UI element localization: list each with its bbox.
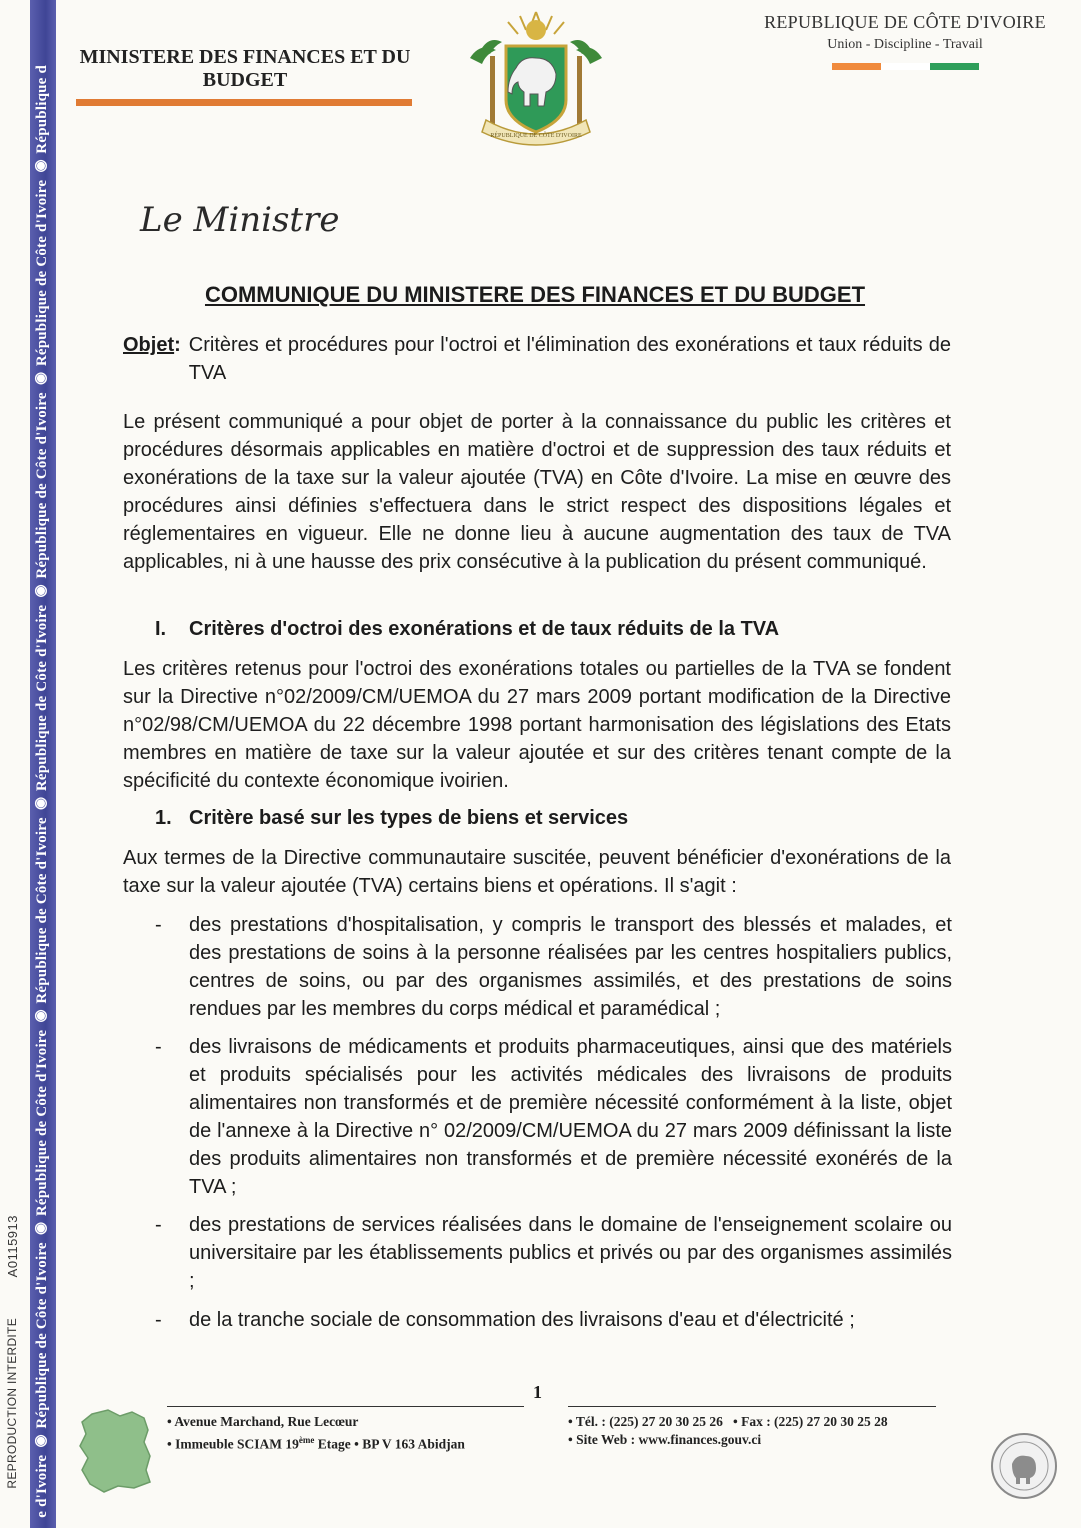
ministry-name: MINISTERE DES FINANCES ET DU BUDGET (79, 46, 411, 91)
page-number: 1 (533, 1382, 542, 1402)
reproduction-notice: REPRODUCTION INTERDITE (5, 1318, 19, 1489)
coat-of-arms-icon (460, 8, 612, 156)
list-item (155, 1211, 952, 1295)
page-title: COMMUNIQUE DU MINISTERE DES FINANCES ET DU BUDGET (204, 282, 866, 307)
address-line-2-end: Etage • BP V 163 Abidjan (314, 1436, 465, 1452)
republic-motto: Union - Discipline - Travail (827, 37, 983, 52)
phone-fax-line: • Tél. : (225) 27 20 30 25 26 • Fax : (225) 27 20 30 25 28 (568, 1414, 888, 1429)
website-line: • Site Web : www.finances.gouv.ci (568, 1432, 762, 1447)
list-item-text: des prestations d'hospitalisation, y compris le transport des blessés et malades, et des prestations de soins à la personne réalisées par les centres hospitaliers publics, centres de soins, ou par des organismes assimilés, et des prestations de soins rendues par les membres du corps médical et paramédical ; (189, 914, 952, 1020)
list-dash: - (155, 914, 162, 936)
subject-line (123, 331, 951, 387)
emblem-ribbon-text: RÉPUBLIQUE DE CÔTE D'IVOIRE (490, 133, 582, 139)
ministry-seal-icon (990, 1432, 1058, 1500)
national-flag-stripe (755, 63, 1055, 70)
subsection-paragraph-1: Aux termes de la Directive communautaire suscitée, peuvent bénéficier d'exonérations de la taxe sur la valeur ajoutée (TVA) certains biens et opérations. Il s'agit : (123, 847, 951, 897)
footer-address (167, 1413, 465, 1454)
republic-block (755, 12, 1055, 70)
list-item (155, 1306, 952, 1334)
address-line-2 (167, 1431, 465, 1454)
footer-rule-right (568, 1406, 936, 1407)
footer-contact (568, 1413, 888, 1449)
section-title: Critères d'octroi des exonérations et de taux réduits de la TVA (189, 618, 780, 640)
list-dash: - (155, 1309, 162, 1331)
subsection-heading-1 (155, 804, 628, 832)
list-item-text: de la tranche sociale de consommation des livraisons d'eau et d'électricité ; (189, 1309, 855, 1331)
security-band (30, 0, 56, 1528)
cote-divoire-map-icon (74, 1408, 158, 1494)
security-band-text: e d'Ivoire ◉ République de Côte d'Ivoire ◉ République de Côte d'Ivoire ◉ République de Côte d'Ivoire ◉ République de Côte d'Ivoire ◉ République de Côte d'Ivoire ◉ République de Côte d'Ivoire ◉ République d (34, 65, 50, 1518)
signature-title: Le Ministre (140, 200, 340, 240)
flag-orange (832, 63, 881, 70)
address-line-2-sup: ème (298, 1435, 315, 1445)
subject-label: Objet (123, 334, 175, 356)
flag-white (881, 63, 930, 70)
document-code: A0115913 (5, 1215, 20, 1278)
subject-colon: : (174, 334, 181, 356)
address-line-1: • Avenue Marchand, Rue Lecœur (167, 1414, 359, 1429)
list-item (155, 1033, 952, 1201)
section-paragraph-1: Les critères retenus pour l'octroi des exonérations totales ou partielles de la TVA se fondent sur la Directive n°02/2009/CM/UEMOA du 27 mars 2009 portant modification de la Directive n°02/98/CM/UEMOA du 22 décembre 1998 portant harmonisation des législations des Etats membres en matière de taxe sur la valeur ajoutée et sur des critères tenant compte de la spécificité du contexte économique ivoirien. (123, 658, 951, 792)
list-item-text: des livraisons de médicaments et produits pharmaceutiques, ainsi que des matériels et produits spécialisés pour les activités médicales des livraisons de produits alimentaires non transformés et de première nécessité conformément à la liste, objet de l'annexe à la Directive n° 02/2009/CM/UEMOA du 27 mars 2009 définissant la liste des produits alimentaires non transformés et de première nécessité exonérés de la TVA ; (189, 1036, 952, 1198)
list-item-text: des prestations de services réalisées dans le domaine de l'enseignement scolaire ou universitaire par les établissements publics et privés ou par des organismes assimilés ; (189, 1214, 952, 1292)
section-number: I. (155, 618, 167, 640)
list-item (155, 911, 952, 1023)
intro-paragraph: Le présent communiqué a pour objet de porter à la connaissance du public les critères et procédures désormais applicables en matière d'octroi et de suppression des taux réduits et exonérations de la taxe sur la valeur ajoutée (TVA) en Côte d'Ivoire. La mise en œuvre des procédures ainsi définies s'effectuera dans le strict respect des dispositions légales et réglementaires en vigueur. Elle ne donne lieu à aucune augmentation des taux de TVA applicables, ni à une hausse des prix consécutive à la publication du présent communiqué. (123, 411, 951, 573)
ministry-accent-bar (76, 99, 412, 106)
flag-green (930, 63, 979, 70)
list-dash: - (155, 1036, 162, 1058)
subject-text: Critères et procédures pour l'octroi et l'élimination des exonérations et taux réduits de TVA (188, 334, 951, 384)
republic-name: REPUBLIQUE DE CÔTE D'IVOIRE (764, 12, 1046, 32)
subsection-title: Critère basé sur les types de biens et services (189, 807, 629, 829)
subsection-number: 1. (155, 807, 172, 829)
address-line-2-start: • Immeuble SCIAM 19 (167, 1436, 299, 1452)
footer-rule-left (167, 1406, 524, 1407)
list-dash: - (155, 1214, 162, 1236)
section-heading-1 (155, 615, 779, 643)
